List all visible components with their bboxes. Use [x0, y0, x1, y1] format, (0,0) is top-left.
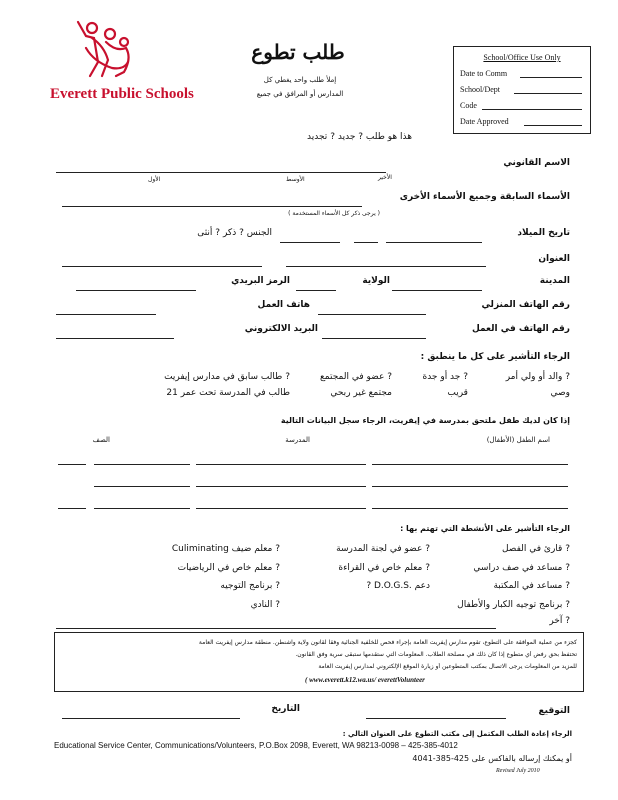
state-field-line[interactable]	[296, 290, 336, 291]
name-sub-middle: الأوسط	[286, 176, 305, 183]
city-label: المدينة	[539, 276, 570, 286]
other-names-field-line[interactable]	[62, 206, 362, 207]
checkbox-renew[interactable]: ?	[330, 132, 335, 142]
child-row-2-mid[interactable]	[94, 486, 190, 487]
activity-11: ? آخر	[549, 616, 570, 626]
checkbox-activity-1[interactable]: ?	[425, 544, 430, 554]
checkbox-male[interactable]: ?	[239, 228, 244, 238]
notice-line-1: كجزء من عملية الموافقة على التطوع، تقوم مدارس إيفريت العامة بإجراء فحص للخلفية الجنائية وفقاً لقانون ولاية واشنطن. منطقة مدارس إيفريت العامة	[198, 639, 577, 646]
logo-figures-icon	[72, 18, 142, 80]
office-use-box	[453, 46, 591, 134]
footer-line-3: أو يمكنك إرساله بالفاكس على 425-385-4041	[412, 754, 572, 763]
name-sub-first: الأول	[148, 176, 161, 183]
child-row-2-name[interactable]	[372, 486, 568, 487]
address-label: العنوان	[538, 254, 570, 264]
name-field-line[interactable]	[56, 172, 386, 173]
city-field-line[interactable]	[392, 290, 482, 291]
office-field-code-line[interactable]	[482, 109, 582, 110]
signature-label: التوقيع	[538, 706, 570, 716]
activity-9: ? برنامج توجيه الكبار والأطفال	[457, 600, 570, 610]
notice-line-2: تحتفظ بحق رفض أي متطوع إذا كان ذلك في مصلحة الطلاب. المعلومات التي ستقدمها ستبقى سرية وفق القانون.	[295, 651, 577, 658]
children-col-grade: الصف	[92, 436, 110, 444]
status-option-3: ? طالب سابق في مدارس إيفريت	[164, 372, 290, 382]
alt-phone-field-line[interactable]	[56, 314, 156, 315]
work-phone-label: رقم الهاتف في العمل	[471, 324, 570, 334]
date-label: التاريخ	[271, 704, 300, 714]
home-phone-field-line[interactable]	[318, 314, 426, 315]
child-row-1-mid[interactable]	[94, 464, 190, 465]
header-line-1: إملأ طلب واحد يغطي كل	[263, 76, 337, 84]
checkbox-activity-11[interactable]: ?	[565, 616, 570, 626]
footer-line-1: الرجاء إعادة الطلب المكتمل إلى مكتب التطوع على العنوان التالي :	[342, 730, 572, 738]
application-type-renew: تجديد	[307, 132, 328, 142]
activity-8: ? برنامج التوجيه	[220, 581, 280, 591]
logo	[50, 18, 194, 110]
zip-label: الرمز البريدي	[231, 276, 290, 286]
office-field-date-to-comm: Date to Comm	[460, 69, 508, 78]
dob-label: تاريخ الميلاد	[517, 228, 570, 238]
activity-10: ? النادي	[250, 600, 280, 610]
name-sub-last: الأخير	[378, 174, 392, 181]
status-option-1: ? جد أو جدة	[422, 372, 468, 382]
office-box-heading: School/Office Use Only	[483, 53, 561, 62]
child-row-1-name[interactable]	[372, 464, 568, 465]
zip-field-line[interactable]	[76, 290, 196, 291]
children-col-child: اسم الطفل (الأطفال)	[486, 436, 550, 444]
checkbox-activity-10[interactable]: ?	[275, 600, 280, 610]
checkbox-status-2[interactable]: ?	[387, 372, 392, 382]
status-option-2: ? عضو في المجتمع	[320, 372, 392, 382]
checkbox-activity-4[interactable]: ?	[425, 563, 430, 573]
status-option-7: طالب في المدرسة تحت عمر 21	[166, 388, 290, 398]
signature-field-line[interactable]	[366, 718, 506, 719]
gender-row	[140, 228, 272, 238]
checkbox-activity-7[interactable]: ?	[366, 581, 372, 591]
status-option-6: مجتمع غير ربحي	[330, 388, 392, 398]
child-row-2-school[interactable]	[196, 486, 366, 487]
footer-address: Educational Service Center, Communications/Volunteers, P.O.Box 2098, Everett, WA 98213-0098 – 425-385-4012	[54, 741, 458, 750]
checkbox-activity-9[interactable]: ?	[565, 600, 570, 610]
gender-label: الجنس	[246, 228, 272, 238]
page-title: طلب تطوع	[251, 40, 345, 64]
checkbox-new[interactable]: ?	[358, 132, 364, 142]
office-field-date-approved-line[interactable]	[524, 125, 582, 126]
address-field-line[interactable]	[286, 266, 486, 267]
child-row-3-name[interactable]	[372, 508, 568, 509]
activity-3: ? مساعد في صف دراسي	[473, 563, 570, 573]
activity-1: ? عضو في لجنة المدرسة	[336, 544, 430, 554]
activity-6: ? مساعد في المكتبة	[493, 581, 570, 591]
dob-field-line-2[interactable]	[354, 242, 378, 243]
footer-revised: Revised July 2010	[496, 768, 540, 774]
activity-5: ? معلم خاص في الرياضيات	[177, 563, 280, 573]
office-field-code: Code	[460, 101, 477, 110]
status-option-5: قريب	[447, 388, 468, 398]
status-option-0: ? والد أو ولي أمر	[505, 372, 570, 382]
child-row-1-school[interactable]	[196, 464, 366, 465]
dob-field-line-3[interactable]	[280, 242, 340, 243]
checkbox-activity-5[interactable]: ?	[275, 563, 280, 573]
status-heading: الرجاء التأشير على كل ما ينطبق :	[420, 352, 570, 362]
activities-heading: الرجاء التأشير على الأنشطة التي تهتم بها :	[400, 524, 570, 533]
checkbox-activity-2[interactable]: ?	[275, 544, 280, 554]
activity-2: ? معلم ضيف Culiminating	[171, 544, 280, 554]
activity-4: ? معلم خاص في القراءة	[338, 563, 430, 573]
status-option-4: وصي	[550, 388, 570, 398]
checkbox-status-3[interactable]: ?	[285, 372, 290, 382]
notice-box	[54, 632, 584, 692]
activity-other-line[interactable]	[56, 628, 496, 629]
office-field-school-dept: School/Dept	[460, 85, 500, 94]
checkbox-status-1[interactable]: ?	[463, 372, 468, 382]
checkbox-female[interactable]: ?	[215, 228, 221, 238]
checkbox-activity-6[interactable]: ?	[565, 581, 570, 591]
alt-phone-label: هاتف العمل	[257, 300, 310, 310]
child-row-3-grade[interactable]	[58, 508, 86, 509]
header-line-2: المدارس أو المرافق في جميع	[256, 90, 344, 98]
email-label: البريد الالكتروني	[244, 324, 318, 334]
gender-female: أنثى	[197, 228, 213, 238]
address-field-line-2[interactable]	[62, 266, 262, 267]
activity-0: ? قارئ في الفصل	[501, 544, 570, 554]
office-field-school-dept-line[interactable]	[514, 93, 582, 94]
other-names-sub: ( يرجى ذكر كل الأسماء المستخدمة )	[288, 210, 380, 217]
children-col-school: المدرسة	[285, 436, 310, 444]
notice-line-3: للمزيد من المعلومات يرجى الاتصال بمكتب المتطوعين أو زيارة الموقع الإلكتروني لمدارس إيفريت العامة	[318, 663, 577, 670]
date-field-line[interactable]	[62, 718, 240, 719]
name-label: الاسم القانوني	[503, 158, 570, 168]
application-type-row	[200, 132, 412, 142]
work-phone-field-line[interactable]	[322, 338, 426, 339]
dob-field-line[interactable]	[386, 242, 482, 243]
state-label: الولاية	[362, 276, 390, 286]
checkbox-activity-3[interactable]: ?	[565, 563, 570, 573]
notice-url[interactable]: ( www.everett.k12.wa.us/ everettVolunteer	[305, 676, 425, 684]
child-row-3-school[interactable]	[196, 508, 366, 509]
gender-male: ذكر	[222, 228, 237, 238]
checkbox-status-0[interactable]: ?	[565, 372, 570, 382]
application-type-label: هذا هو طلب	[365, 132, 412, 142]
activity-7: ? D.O.G.S. دعم	[366, 581, 430, 591]
application-type-new: جديد	[337, 132, 356, 142]
checkbox-activity-0[interactable]: ?	[565, 544, 570, 554]
email-field-line[interactable]	[56, 338, 174, 339]
child-row-3-mid[interactable]	[94, 508, 190, 509]
home-phone-label: رقم الهاتف المنزلي	[481, 300, 570, 310]
other-names-label: الأسماء السابقة وجميع الأسماء الأخرى	[399, 192, 570, 202]
child-row-1-grade[interactable]	[58, 464, 86, 465]
logo-text: Everett Public Schools	[50, 86, 194, 102]
office-field-date-approved: Date Approved	[460, 117, 509, 126]
children-heading: إذا كان لديك طفل ملتحق بمدرسة في إيفريت، الرجاء سجل البيانات التالية	[280, 416, 570, 425]
office-field-date-to-comm-line[interactable]	[520, 77, 582, 78]
checkbox-activity-8[interactable]: ?	[275, 581, 280, 591]
